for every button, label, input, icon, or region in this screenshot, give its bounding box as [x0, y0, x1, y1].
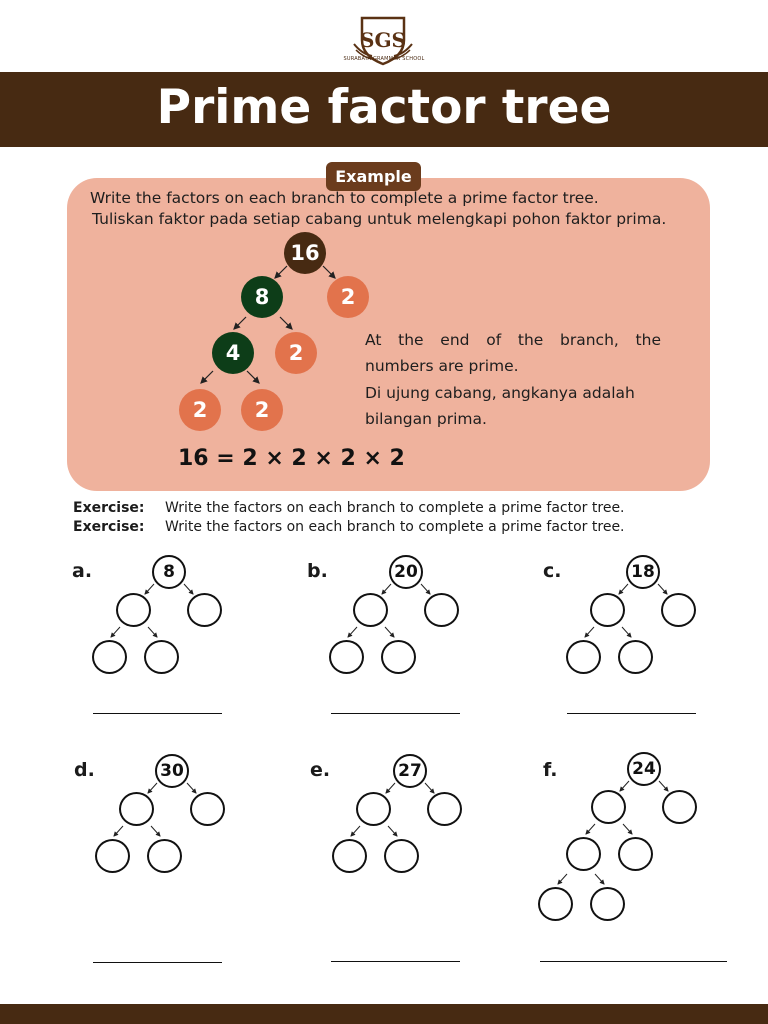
answer-circle[interactable]	[591, 790, 626, 824]
answer-line[interactable]	[93, 962, 222, 963]
example-node-prime-2: 2	[327, 276, 369, 318]
exercise-label: Exercise:	[73, 500, 145, 516]
answer-circle[interactable]	[92, 640, 127, 674]
answer-circle[interactable]	[329, 640, 364, 674]
answer-circle[interactable]	[590, 887, 625, 921]
answer-circle[interactable]	[190, 792, 225, 826]
answer-circle[interactable]	[356, 792, 391, 826]
answer-circle[interactable]	[424, 593, 459, 627]
footer-bar	[0, 1004, 768, 1024]
problem-c-label: c.	[543, 560, 562, 582]
answer-circle[interactable]	[147, 839, 182, 873]
example-instruction-en: Write the factors on each branch to complete a prime factor tree.	[90, 189, 599, 207]
example-root-node: 16	[284, 232, 326, 274]
answer-circle[interactable]	[618, 640, 653, 674]
svg-text:SGS: SGS	[360, 28, 406, 52]
problem-d-label: d.	[74, 759, 95, 781]
example-note-en: At the end of the branch, the numbers are prime.	[365, 331, 661, 375]
answer-circle[interactable]	[187, 593, 222, 627]
answer-line[interactable]	[567, 713, 696, 714]
school-name: SURABAYA GRAMMAR SCHOOL	[343, 56, 425, 62]
example-node-prime-2: 2	[275, 332, 317, 374]
answer-circle[interactable]	[144, 640, 179, 674]
answer-line[interactable]	[93, 713, 222, 714]
exercise-label: Exercise:	[73, 519, 145, 535]
answer-circle[interactable]	[116, 593, 151, 627]
problem-b-root-node: 20	[389, 555, 423, 589]
answer-circle[interactable]	[662, 790, 697, 824]
exercise-instruction: Write the factors on each branch to complete a prime factor tree.	[165, 500, 625, 516]
answer-line[interactable]	[331, 713, 460, 714]
problem-a-root-node: 8	[152, 555, 186, 589]
answer-circle[interactable]	[119, 792, 154, 826]
answer-line[interactable]	[540, 961, 727, 962]
example-instruction-id: Tuliskan faktor pada setiap cabang untuk melengkapi pohon faktor prima.	[92, 210, 667, 228]
exercise-instruction: Write the factors on each branch to complete a prime factor tree.	[165, 519, 625, 535]
answer-circle[interactable]	[384, 839, 419, 873]
example-node-4: 4	[212, 332, 254, 374]
answer-circle[interactable]	[381, 640, 416, 674]
problem-f-label: f.	[543, 759, 558, 781]
answer-circle[interactable]	[427, 792, 462, 826]
example-node-prime-2: 2	[241, 389, 283, 431]
page-title: Prime factor tree	[156, 80, 612, 135]
answer-circle[interactable]	[332, 839, 367, 873]
problem-f-root-node: 24	[627, 752, 661, 786]
example-note-id: Di ujung cabang, angkanya adalah bilangan prima.	[365, 384, 635, 428]
answer-circle[interactable]	[566, 837, 601, 871]
answer-circle[interactable]	[538, 887, 573, 921]
problem-d-root-node: 30	[155, 754, 189, 788]
example-badge: Example	[326, 162, 421, 191]
problem-c-root-node: 18	[626, 555, 660, 589]
problem-a-label: a.	[72, 560, 93, 582]
answer-line[interactable]	[331, 961, 460, 962]
example-node-8: 8	[241, 276, 283, 318]
answer-circle[interactable]	[590, 593, 625, 627]
problem-e-label: e.	[310, 759, 331, 781]
example-node-prime-2: 2	[179, 389, 221, 431]
answer-circle[interactable]	[95, 839, 130, 873]
answer-circle[interactable]	[661, 593, 696, 627]
example-equation: 16 = 2 × 2 × 2 × 2	[178, 446, 405, 471]
problem-e-root-node: 27	[393, 754, 427, 788]
answer-circle[interactable]	[566, 640, 601, 674]
answer-circle[interactable]	[353, 593, 388, 627]
answer-circle[interactable]	[618, 837, 653, 871]
problem-b-label: b.	[307, 560, 328, 582]
